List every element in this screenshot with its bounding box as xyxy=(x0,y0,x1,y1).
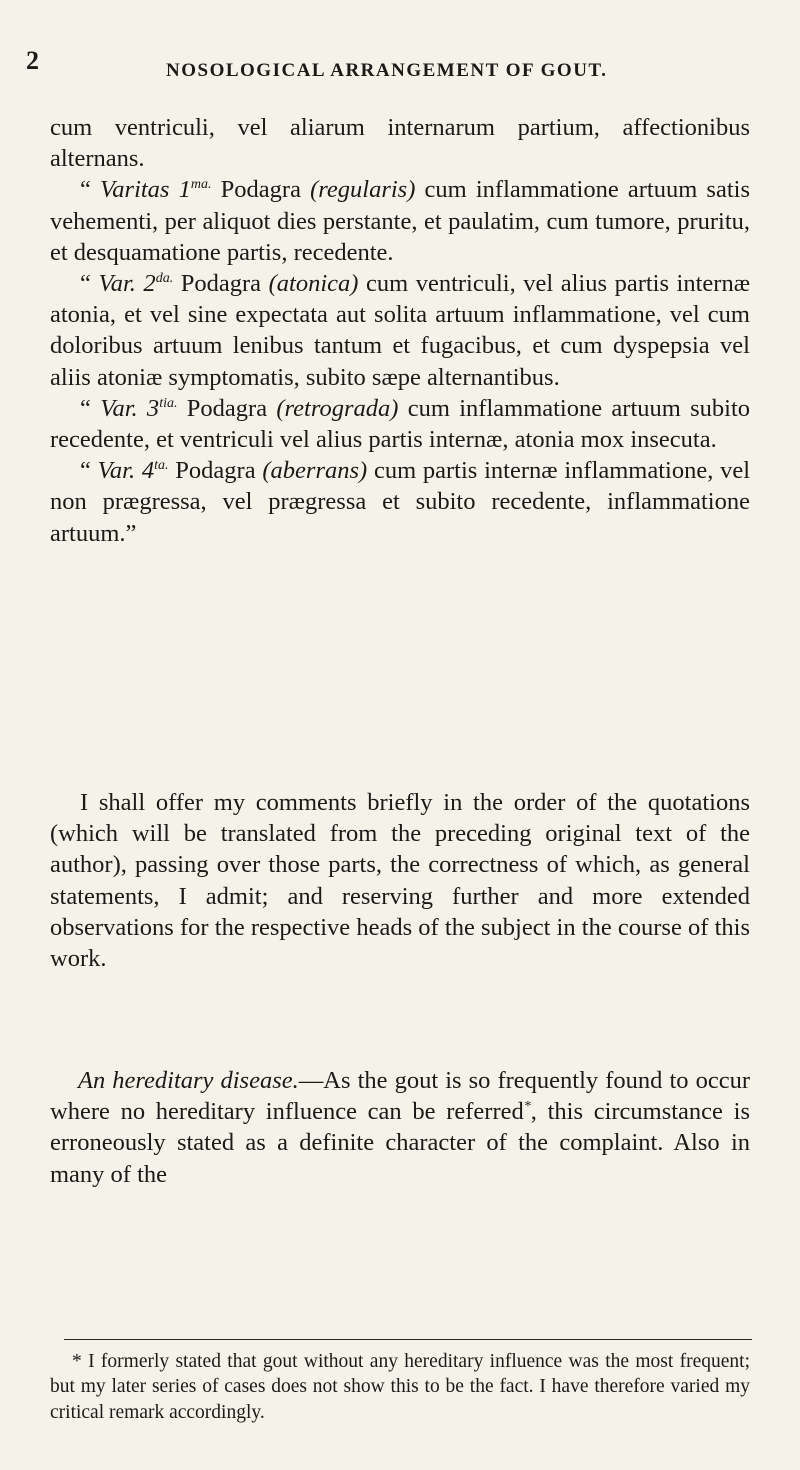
latin-quotation xyxy=(50,112,750,549)
variety-ordinal: ta. xyxy=(154,458,169,474)
footnote-divider xyxy=(64,1339,752,1340)
variety-text: cum inflammatione artuum subito recedente, et ventriculi vel alius partis internæ, atonia mox insecuta. xyxy=(50,394,751,454)
variety-text: cum inflammatione artuum satis vehementi, per aliquot dies perstante, et paulatim, cum tumore, pruritu, et desquamatione partis, recedente. xyxy=(50,176,750,266)
hereditary-section xyxy=(50,1065,750,1190)
footnote xyxy=(50,1349,750,1425)
variety-subtype: (aberrans) xyxy=(262,457,368,485)
variety-subtype: (atonica) xyxy=(268,270,359,298)
variety-type: Podagra xyxy=(175,457,256,485)
comments-paragraph: I shall offer my comments briefly in the order of the quotations (which will be translated from the preceding original text of the author), passing over those parts, the correctness of which, as general statements, I admit; and reserving further and more extended observations for the respective heads of the subject in the course of this work. xyxy=(50,789,750,973)
variety-paragraph: “ Varitas $1^{ma.}$ Podagra (regularis) cum inflammatione artuum satis vehementi, per aliquot dies perstante, et paulatim, cum tumore, pruritu, et desquamatione partis, recedente. xyxy=(50,176,750,266)
variety-label: Var. 3 xyxy=(100,394,160,422)
variety-ordinal: da. xyxy=(155,271,174,287)
footnote-marker: * xyxy=(72,1351,82,1372)
footnote-text: I formerly stated that gout without any hereditary influence was the most frequent; but my later series of cases does not show this to be the fact. I have therefore varied my critical remark accordingly. xyxy=(50,1351,750,1423)
quotation-opening: cum ventriculi, vel aliarum internarum partium, affectionibus alternans. xyxy=(50,114,750,173)
hereditary-text-end: , this circumstance is erroneously stated as a definite character of the complaint. Also in many of the xyxy=(50,1098,750,1188)
hereditary-paragraph xyxy=(50,1065,750,1190)
variety-paragraph: “ Var. $4^{ta.}$ Podagra (aberrans) cum partis internæ inflammatione, vel non prægressa, vel prægressa et subito recedente, inflammatione artuum.” xyxy=(50,457,751,547)
variety-type: Podagra xyxy=(186,394,268,422)
variety-ordinal: ma. xyxy=(190,177,212,193)
variety-paragraph: “ Var. $3^{tia.}$ Podagra (retrograda) cum inflammatione artuum subito recedente, et ventriculi vel alius partis internæ, atonia mox insecuta. xyxy=(50,394,751,454)
variety-type: Podagra xyxy=(220,176,301,204)
variety-ordinal: tia. xyxy=(159,395,178,411)
hereditary-text-start: —As the gout is so frequently found to occur where no hereditary influence can be referred xyxy=(50,1067,750,1126)
running-head: NOSOLOGICAL ARRANGEMENT OF GOUT. xyxy=(166,60,608,81)
footnote-paragraph xyxy=(50,1349,750,1425)
variety-label: Varitas 1 xyxy=(100,176,191,204)
variety-subtype: (retrograda) xyxy=(276,394,399,422)
variety-paragraph: “ Var. $2^{da.}$ Podagra (atonica) cum ventriculi, vel alius partis internæ atonia, et vel sine expectata aut solita artuum inflammatione, vel cum doloribus artuum lenibus tantum et fugacibus, et cum dyspepsia vel aliis atoniæ symptomatis, subito sæpe alternantibus. xyxy=(50,270,751,391)
variety-text: cum partis internæ inflammatione, vel non prægressa, vel prægressa et subito recedente, inflammatione artuum.” xyxy=(50,457,751,547)
footnote-reference[interactable]: * xyxy=(523,1099,531,1115)
page-number: 2 xyxy=(26,46,39,75)
variety-label: Var. 2 xyxy=(98,270,156,298)
comments-section xyxy=(50,787,750,974)
variety-type: Podagra xyxy=(180,270,262,298)
section-heading: An hereditary disease. xyxy=(78,1067,299,1094)
variety-subtype: (regularis) xyxy=(310,176,416,204)
variety-text: cum ventriculi, vel alius partis internæ atonia, et vel sine expectata aut solita artuum inflammatione, vel cum doloribus artuum lenibus tantum et fugacibus, et cum dyspepsia vel aliis atoniæ symptomatis, subito sæpe alternantibus. xyxy=(50,270,751,391)
variety-label: Var. 4 xyxy=(97,457,155,485)
